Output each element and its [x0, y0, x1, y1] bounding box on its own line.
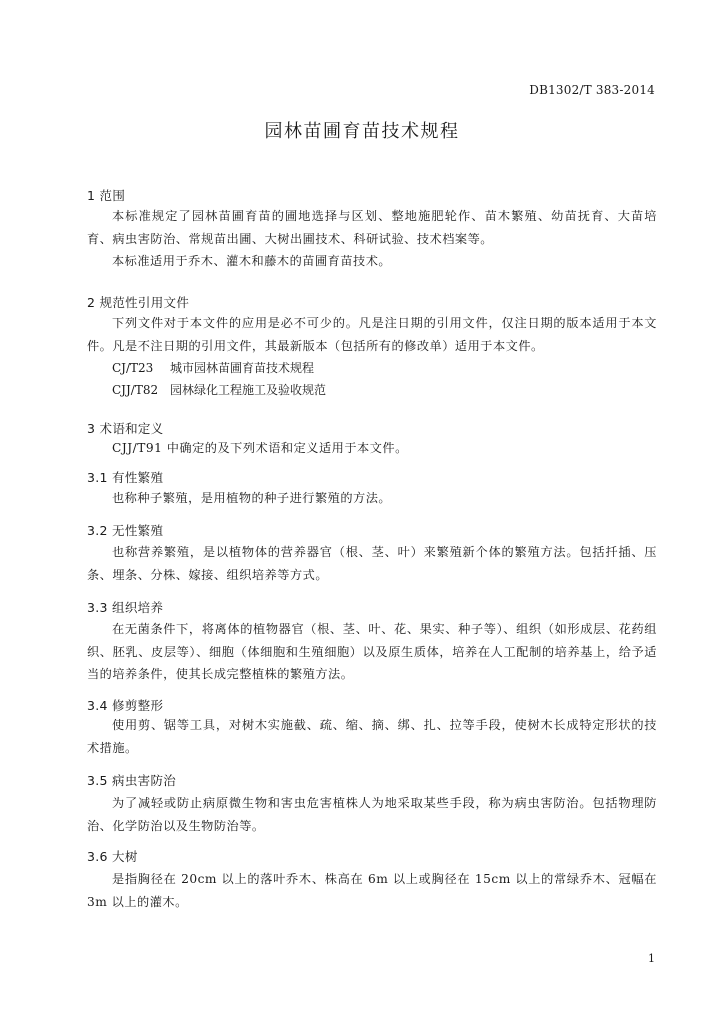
section-heading-2: 2 规范性引用文件 — [87, 295, 190, 310]
section-3-paragraph-1: CJJ/T91 中确定的及下列术语和定义适用于本文件。 — [112, 441, 408, 455]
section-heading-3-2: 3.2 无性繁殖 — [87, 523, 164, 538]
section-heading-1: 1 范围 — [87, 188, 126, 203]
reference-title: 城市园林苗圃育苗技术规程 — [170, 361, 315, 375]
section-heading-3-1: 3.1 有性繁殖 — [87, 470, 164, 485]
section-3-4-paragraph: 使用剪、锯等工具，对树木实施截、疏、缩、摘、绑、扎、拉等手段，使树木长成特定形状的技术措施。 — [87, 718, 657, 755]
section-2-paragraph-1: 下列文件对于本文件的应用是必不可少的。凡是注日期的引用文件，仅注日期的版本适用于本文件。凡是不注日期的引用文件，其最新版本（包括所有的修改单）适用于本文件。 — [87, 316, 657, 353]
section-heading-3-3: 3.3 组织培养 — [87, 600, 164, 615]
reference-code: CJJ/T82 — [112, 383, 159, 397]
section-heading-3-6: 3.6 大树 — [87, 849, 138, 864]
section-heading-3-5: 3.5 病虫害防治 — [87, 773, 177, 788]
section-1-paragraph-2: 本标准适用于乔木、灌木和藤木的苗圃育苗技术。 — [112, 254, 392, 268]
section-3-6-paragraph: 是指胸径在 20cm 以上的落叶乔木、株高在 6m 以上或胸径在 15cm 以上的常绿乔木、冠幅在 3m 以上的灌木。 — [87, 872, 657, 909]
section-heading-3-4: 3.4 修剪整形 — [87, 698, 164, 713]
reference-title: 园林绿化工程施工及验收规范 — [170, 383, 327, 397]
page-title: 园林苗圃育苗技术规程 — [264, 121, 460, 142]
section-1-paragraph-1: 本标准规定了园林苗圃育苗的圃地选择与区划、整地施肥轮作、苗木繁殖、幼苗抚育、大苗培育、病虫害防治、常规苗出圃、大树出圃技术、科研试验、技术档案等。 — [87, 209, 657, 246]
document-number: DB1302/T 383-2014 — [529, 83, 655, 97]
section-3-3-paragraph: 在无菌条件下，将离体的植物器官（根、茎、叶、花、果实、种子等）、组织（如形成层、花药组织、胚乳、皮层等）、细胞（体细胞和生殖细胞）以及原生质体，培养在人工配制的培养基上，给予适当的培养条件，使其长成完整植株的繁殖方法。 — [87, 622, 657, 681]
section-3-1-paragraph: 也称种子繁殖，是用植物的种子进行繁殖的方法。 — [112, 491, 392, 505]
section-3-2-paragraph: 也称营养繁殖，是以植物体的营养器官（根、茎、叶）来繁殖新个体的繁殖方法。包括扦插、压条、埋条、分株、嫁接、组织培养等方式。 — [87, 545, 657, 582]
page-number: 1 — [648, 952, 655, 965]
reference-item — [112, 359, 314, 376]
reference-code: CJ/T23 — [112, 361, 154, 375]
section-heading-3: 3 术语和定义 — [87, 421, 164, 436]
section-3-5-paragraph: 为了减轻或防止病原微生物和害虫危害植株人为地采取某些手段，称为病虫害防治。包括物理防治、化学防治以及生物防治等。 — [87, 796, 657, 833]
reference-item — [112, 381, 326, 398]
